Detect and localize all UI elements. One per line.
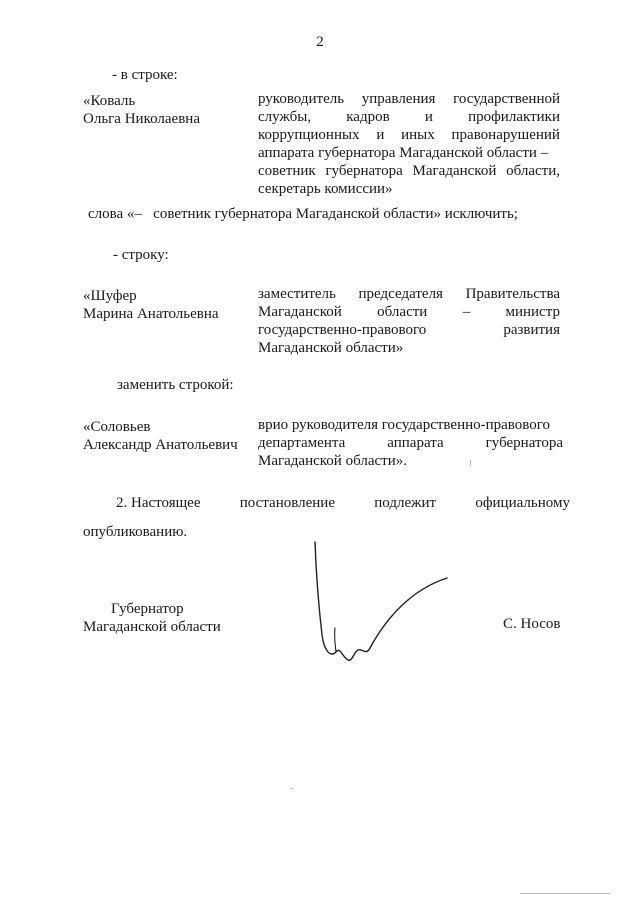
- shufer-position-line1: [258, 286, 560, 303]
- word: подлежит: [374, 495, 437, 511]
- word: управления: [361, 91, 436, 107]
- word: департамента: [258, 435, 346, 451]
- koval-name-line2: Ольга Николаевна: [83, 111, 200, 127]
- word: области,: [506, 163, 560, 179]
- koval-name-line1: «Коваль: [83, 93, 136, 109]
- scan-artifact: [520, 893, 610, 894]
- solovyev-position-line2: [258, 435, 563, 452]
- word: иных: [401, 127, 435, 143]
- word: 2. Настоящее: [116, 495, 201, 511]
- koval-position-line4: аппарата губернатора Магаданской области –: [258, 145, 549, 161]
- word: постановление: [239, 495, 335, 511]
- replace-with-label: заменить строкой:: [117, 377, 234, 393]
- shufer-position-line3: [258, 322, 560, 339]
- solovyev-name-line1: «Соловьев: [83, 419, 151, 435]
- word: Правительства: [465, 286, 560, 302]
- koval-position-line3: [258, 127, 560, 144]
- koval-position-line5: [258, 163, 560, 180]
- word: профилактики: [468, 109, 560, 125]
- koval-position-line1: [258, 91, 560, 108]
- word: руководитель: [258, 91, 345, 107]
- clause2-line1: [116, 495, 570, 512]
- solovyev-name-line2: Александр Анатольевич: [83, 437, 238, 453]
- page-number: 2: [316, 34, 324, 50]
- word: министр: [505, 304, 560, 320]
- shufer-position-line4: Магаданской области»: [258, 340, 404, 356]
- koval-position-line6: секретарь комиссии»: [258, 181, 393, 197]
- word: Магаданской: [258, 304, 342, 320]
- shufer-position-line2: [258, 304, 560, 321]
- scan-artifact: [470, 460, 471, 466]
- word: губернатора: [485, 435, 563, 451]
- koval-position-line2: [258, 109, 560, 126]
- clause2-line2: опубликованию.: [83, 524, 188, 540]
- word: заместитель: [258, 286, 336, 302]
- word: советник: [258, 163, 316, 179]
- word: развития: [503, 322, 560, 338]
- word: службы,: [258, 109, 312, 125]
- word: аппарата: [387, 435, 444, 451]
- solovyev-position-line1: врио руководителя государственно-правового: [258, 417, 551, 433]
- word: коррупционных: [258, 127, 360, 143]
- word: Магаданской: [412, 163, 497, 179]
- word: официальному: [475, 495, 570, 511]
- shufer-name-line1: «Шуфер: [83, 288, 137, 304]
- word: государственной: [453, 91, 560, 107]
- word: губернатора: [325, 163, 403, 179]
- word: и: [376, 127, 385, 143]
- scan-artifact: [290, 788, 293, 789]
- change1-action: слова «– советник губернатора Магаданской области» исключить;: [88, 206, 518, 222]
- change1-intro: - в строке:: [112, 67, 178, 83]
- word: области: [377, 304, 428, 320]
- change2-intro: - строку:: [113, 247, 169, 263]
- signatory-name: С. Носов: [503, 616, 561, 632]
- word: и: [424, 109, 433, 125]
- word: правонарушений: [451, 127, 560, 143]
- word: государственно-правового: [258, 322, 427, 338]
- handwritten-signature: [310, 540, 460, 670]
- word: –: [462, 304, 471, 320]
- shufer-name-line2: Марина Анатольевна: [83, 306, 219, 322]
- word: кадров: [346, 109, 390, 125]
- word: председателя: [358, 286, 443, 302]
- signatory-title-line1: Губернатор: [111, 601, 184, 617]
- signatory-title-line2: Магаданской области: [83, 619, 221, 635]
- solovyev-position-line3: Магаданской области».: [258, 453, 407, 469]
